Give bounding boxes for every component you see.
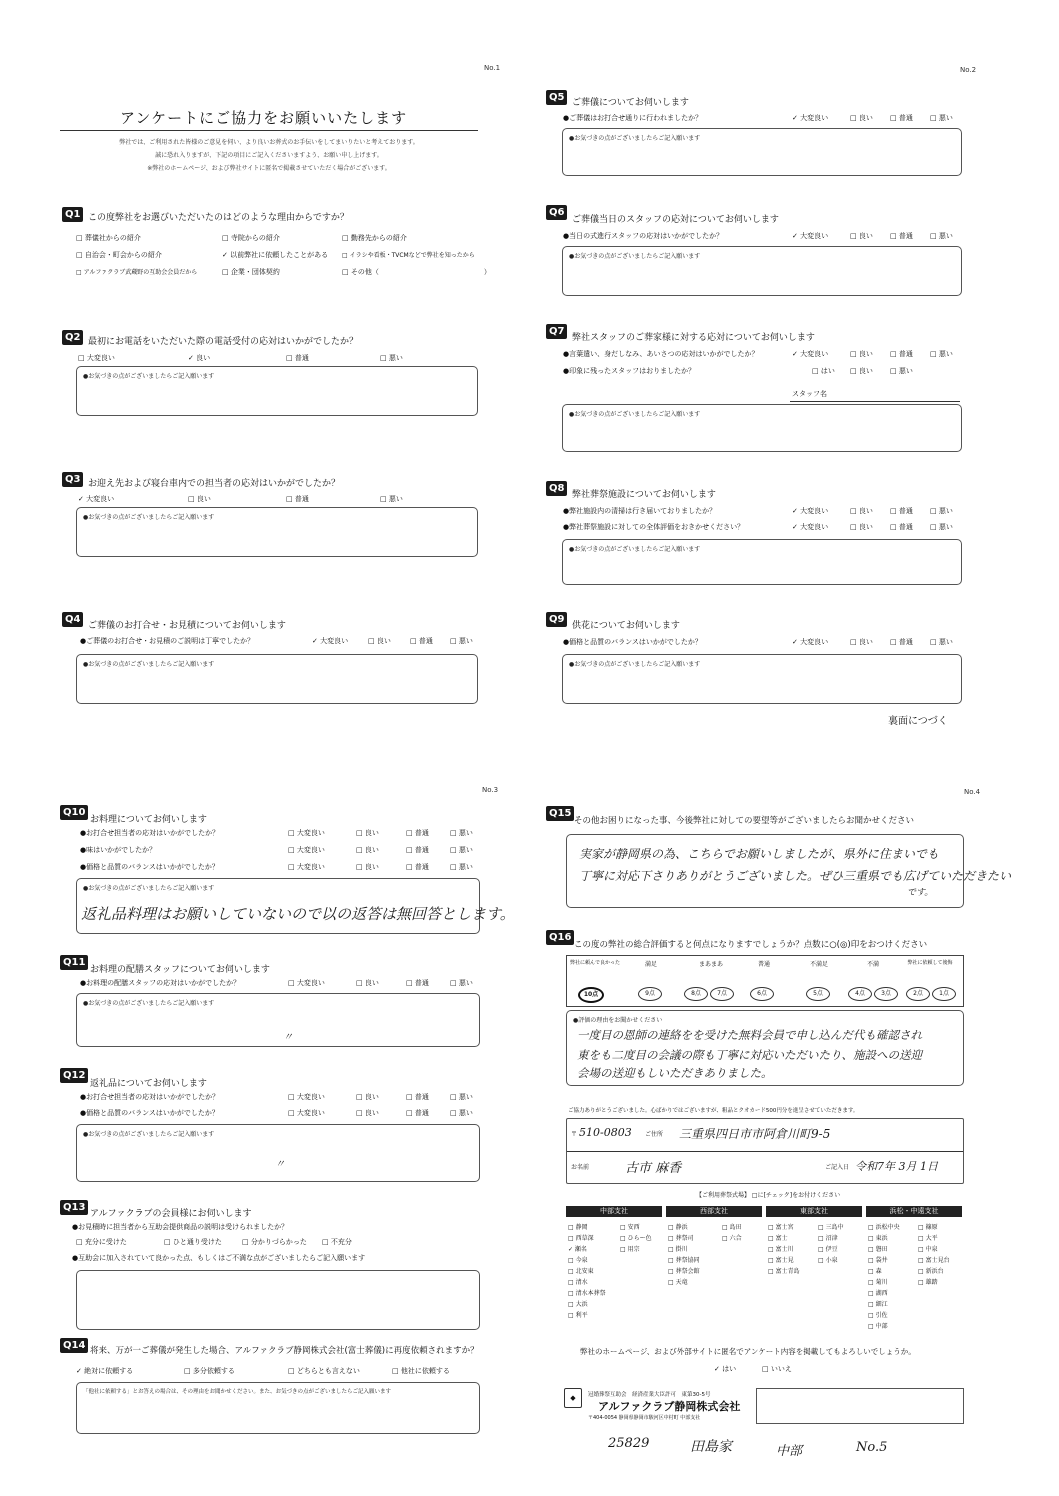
q10-option[interactable]: □ 良い xyxy=(356,863,379,871)
q8-comment-box[interactable]: ●お気づきの点がございましたらご記入願います xyxy=(562,539,962,585)
q12-option[interactable]: □ 良い xyxy=(356,1093,379,1101)
publish-yes[interactable]: ✓ はい xyxy=(714,1365,737,1373)
q15-question: その他お困りになった事、今後弊社に対しての要望等がございましたらお聞かせください xyxy=(574,816,915,826)
page-number-3: No.3 xyxy=(482,786,499,794)
q12-question: 返礼品についてお伺いします xyxy=(90,1079,207,1089)
q9-question: 供花についてお伺いします xyxy=(572,621,680,631)
continue-note: 裏面につづく xyxy=(888,716,948,727)
q2-option[interactable]: □ 普通 xyxy=(286,354,309,362)
q1-option[interactable]: □ アルファクラブ武蔵野の互助会会員だから xyxy=(76,269,198,276)
q7-option[interactable]: □ 悪い xyxy=(930,350,953,358)
q14-option-selected[interactable]: ✓ 絶対に依頼する xyxy=(76,1367,134,1375)
q10-option[interactable]: □ 大変良い xyxy=(288,846,325,854)
branch-item[interactable]: □ 雄踏 xyxy=(918,1279,938,1286)
q6-badge: Q6 xyxy=(546,205,567,220)
branch-item[interactable]: □ 小泉 xyxy=(818,1257,838,1264)
q16-score[interactable]: 3点 xyxy=(874,987,898,1001)
branch-header: 東部支社 xyxy=(766,1206,862,1217)
q12-option[interactable]: □ 普通 xyxy=(406,1093,429,1101)
branch-item[interactable]: □ 細江 xyxy=(868,1301,888,1308)
q8-question: 弊社葬祭施設についてお伺いします xyxy=(572,490,716,500)
privacy-note-box xyxy=(756,1388,964,1424)
branch-item[interactable]: □ 沼津 xyxy=(818,1235,838,1242)
branch-item[interactable]: □ 伊豆 xyxy=(818,1246,838,1253)
company-logo-icon: ◆ xyxy=(564,1388,582,1408)
q13-question: アルファクラブの会員様にお伺いします xyxy=(90,1209,252,1219)
q7-option[interactable]: □ 良い xyxy=(850,367,873,375)
q5-question: ご葬儀についてお伺いします xyxy=(572,98,689,108)
q8-option[interactable]: □ 普通 xyxy=(890,507,913,515)
q6-question: ご葬儀当日のスタッフの応対についてお伺いします xyxy=(572,215,779,225)
q9-option[interactable]: □ 良い xyxy=(850,638,873,646)
q14-option[interactable]: □ 他社に依頼する xyxy=(392,1367,450,1375)
q10-option[interactable]: □ 大変良い xyxy=(288,829,325,837)
branch-item[interactable]: □ 東浜 xyxy=(868,1235,888,1242)
q9-option-selected[interactable]: ✓ 大変良い xyxy=(792,638,829,646)
q10-option[interactable]: □ 良い xyxy=(356,846,379,854)
q13-option[interactable]: □ ひと通り受けた xyxy=(164,1238,222,1246)
q2-option[interactable]: □ 悪い xyxy=(380,354,403,362)
q3-option-selected[interactable]: ✓ 大変良い xyxy=(78,495,115,503)
q11-mark: 〃 xyxy=(283,1032,293,1043)
publish-question: 弊社のホームページ、および外部サイトに匿名でアンケート内容を掲載してもよろしいでしょうか。 xyxy=(580,1347,916,1356)
footer-family: 田島家 xyxy=(690,1439,732,1455)
q5-option[interactable]: □ 悪い xyxy=(930,114,953,122)
q11-badge: Q11 xyxy=(60,955,88,970)
branch-item[interactable]: □ 葬祭協同 xyxy=(668,1257,700,1264)
branch-item[interactable]: □ 天竜 xyxy=(668,1279,688,1286)
q7-option[interactable]: □ 悪い xyxy=(890,367,913,375)
branch-item-selected[interactable]: ✓ 瀬名 xyxy=(568,1246,587,1253)
branch-header: 中部支社 xyxy=(566,1206,662,1217)
q3-option[interactable]: □ 普通 xyxy=(286,495,309,503)
q12-sub: ●お打合せ担当者の応対はいかがでしたか？ xyxy=(80,1093,220,1101)
q10-option[interactable]: □ 悪い xyxy=(450,829,473,837)
q12-badge: Q12 xyxy=(60,1068,88,1083)
q9-comment-box[interactable]: ●お気づきの点がございましたらご記入願います xyxy=(562,654,962,704)
branch-item[interactable]: □ 大浜 xyxy=(568,1301,588,1308)
q10-sub: ●お打合せ担当者の応対はいかがでしたか？ xyxy=(80,829,220,837)
page-title: アンケートにご協力をお願いいたします xyxy=(120,109,408,127)
branch-item[interactable]: □ 中部 xyxy=(868,1323,888,1330)
q16-score[interactable]: 5点 xyxy=(806,987,830,1001)
q5-badge: Q5 xyxy=(546,90,567,105)
branch-item[interactable]: □ 湖西 xyxy=(868,1290,888,1297)
branch-item[interactable]: □ 富士川 xyxy=(768,1246,794,1253)
q12-mark: 〃 xyxy=(275,1159,285,1170)
q5-option[interactable]: □ 普通 xyxy=(890,114,913,122)
q16-badge: Q16 xyxy=(546,930,574,945)
q7-badge: Q7 xyxy=(546,324,567,339)
q8-option[interactable]: □ 悪い xyxy=(930,523,953,531)
q11-sub: ●お料理の配膳スタッフの応対はいかがでしたか？ xyxy=(80,979,241,987)
q10-option[interactable]: □ 悪い xyxy=(450,846,473,854)
q10-badge: Q10 xyxy=(60,805,88,820)
q1-option[interactable]: □ その他（ ） xyxy=(342,268,491,276)
zip-value[interactable]: 510-0803 xyxy=(579,1126,632,1139)
q12-option[interactable]: □ 普通 xyxy=(406,1109,429,1117)
q7-sub2: ●印象に残ったスタッフはおりましたか？ xyxy=(563,367,696,375)
branch-item[interactable]: □ 篠原 xyxy=(918,1224,938,1231)
branch-item[interactable]: □ 静浜 xyxy=(668,1224,688,1231)
branch-item[interactable]: □ 北安東 xyxy=(568,1268,594,1275)
q8-option[interactable]: □ 悪い xyxy=(930,507,953,515)
branch-item[interactable]: □ ひらー色 xyxy=(620,1235,652,1242)
q12-option[interactable]: □ 大変良い xyxy=(288,1093,325,1101)
q9-option[interactable]: □ 悪い xyxy=(930,638,953,646)
q14-option[interactable]: □ どちらとも言えない xyxy=(288,1367,360,1375)
q12-option[interactable]: □ 悪い xyxy=(450,1109,473,1117)
q16-reason-box[interactable]: ●評価の理由をお聞かせください 一度目の恩師の連絡をを受けた無料会員で申し込んだ代も確認され 東をも二度目の会議の際も丁寧に対応いただいたり、施設への送迎 会場の送迎もしいただきありました。 xyxy=(566,1010,964,1086)
q14-badge: Q14 xyxy=(60,1338,88,1353)
intro-text: 弊社では、ご利用された皆様のご意見を伺い、より良いお葬式のお手伝いをしてまいりたいと考えております。 誠に恐れ入りますが、下記の項目にご記入くださいますよう、お願い申し上げます。 ※弊社のホームページ、および弊社サイトに匿名で掲載させていただく場合がございます。 xyxy=(119,139,419,172)
q13-option[interactable]: □ 不充分 xyxy=(322,1238,352,1246)
q8-option[interactable]: □ 良い xyxy=(850,523,873,531)
q1-option-selected[interactable]: ✓ 以前弊社に依頼したことがある xyxy=(222,251,329,259)
q7-staff-label: スタッフ名 xyxy=(792,390,827,398)
q9-option[interactable]: □ 普通 xyxy=(890,638,913,646)
q12-option[interactable]: □ 悪い xyxy=(450,1093,473,1101)
q1-option[interactable]: □ 企業・団体契約 xyxy=(222,268,280,276)
q1-badge: Q1 xyxy=(62,207,83,222)
company-address: 〒404-0054 静岡県静岡市駿河区中村町 中部支社 xyxy=(588,1415,701,1421)
q10-option[interactable]: □ 普通 xyxy=(406,829,429,837)
branches-note: 【ご利用葬祭式場】 □に[チェック]をお付けください xyxy=(696,1192,841,1199)
q7-option-selected[interactable]: ✓ 大変良い xyxy=(792,350,829,358)
q8-badge: Q8 xyxy=(546,481,567,496)
q11-option[interactable]: □ 大変良い xyxy=(288,979,325,987)
branch-item[interactable]: □ 用宗 xyxy=(620,1246,640,1253)
address-form: 〒 510-0803 ご住所 三重県四日市市阿倉川町9-5 お名前 古市 麻香 ご記入日 令和7年 3月 1日 xyxy=(566,1118,964,1184)
name-value[interactable]: 古市 麻香 xyxy=(625,1161,682,1176)
q16-question: この度の弊社の総合評価すると何点になりますでしょうか？点数に○(◎)印をおつけください xyxy=(574,940,928,950)
q2-option[interactable]: □ 大変良い xyxy=(78,354,115,362)
q1-option[interactable]: □ 寺院からの紹介 xyxy=(222,234,280,242)
branch-item[interactable]: □ 新浜台 xyxy=(918,1268,944,1275)
q10-question: お料理についてお伺いします xyxy=(90,815,207,825)
q12-comment-box[interactable]: ●お気づきの点がございましたらご記入願います 〃 xyxy=(76,1124,480,1182)
branch-item[interactable]: □ 安西 xyxy=(620,1224,640,1231)
q6-sub: ●当日の式進行スタッフの応対はいかがでしたか？ xyxy=(563,232,724,240)
q1-question: この度弊社をお選びいただいたのはどのような理由からですか？ xyxy=(88,213,349,223)
q14-comment-box[interactable]: 「他社に依頼する」とお答えの場合は、その理由をお聞かせください。また、お気づきの点がございましたらご記入願います xyxy=(76,1382,480,1434)
q6-option[interactable]: □ 良い xyxy=(850,232,873,240)
q7-sub1: ●言葉遣い、身だしなみ、あいさつの応対はいかがでしたか？ xyxy=(563,350,759,358)
q16-score[interactable]: 1点 xyxy=(932,987,956,1001)
q10-option[interactable]: □ 悪い xyxy=(450,863,473,871)
q2-badge: Q2 xyxy=(62,330,83,345)
q5-option[interactable]: □ 良い xyxy=(850,114,873,122)
branch-header: 西部支社 xyxy=(666,1206,762,1217)
gift-note: ご協力ありがとうございました。心ばかりではございますが、粗品とクオカード500円分を進呈させていただきます。 xyxy=(568,1108,859,1114)
q4-option[interactable]: □ 悪い xyxy=(450,637,473,645)
branch-item[interactable]: □ 三島中 xyxy=(818,1224,844,1231)
q4-option[interactable]: □ 普通 xyxy=(410,637,433,645)
q1-option[interactable]: □ イラシや看板・TVCMなどで弊社を知ったから xyxy=(342,252,475,259)
q2-question: 最初にお電話をいただいた際の電話受付の応対はいかがでしたか？ xyxy=(88,337,359,347)
q11-option[interactable]: □ 悪い xyxy=(450,979,473,987)
q5-option-selected[interactable]: ✓ 大変良い xyxy=(792,114,829,122)
q8-option-selected[interactable]: ✓ 大変良い xyxy=(792,523,829,531)
q10-option[interactable]: □ 普通 xyxy=(406,863,429,871)
branch-item[interactable]: □ 浜松中央 xyxy=(868,1224,900,1231)
page-number-4: No.4 xyxy=(964,788,981,796)
q11-option[interactable]: □ 良い xyxy=(356,979,379,987)
q7-option[interactable]: □ はい xyxy=(812,367,835,375)
branch-item[interactable]: □ 富士見台 xyxy=(918,1257,950,1264)
q3-option[interactable]: □ 悪い xyxy=(380,495,403,503)
q2-option-selected[interactable]: ✓ 良い xyxy=(188,354,211,362)
q4-badge: Q4 xyxy=(62,612,83,627)
q3-badge: Q3 xyxy=(62,472,83,487)
branch-item[interactable]: □ 中泉 xyxy=(918,1246,938,1253)
branch-item[interactable]: □ 富士 xyxy=(768,1235,788,1242)
q11-comment-box[interactable]: ●お気づきの点がございましたらご記入願います 〃 xyxy=(76,993,480,1047)
q2-comment-box[interactable]: ●お気づきの点がございましたらご記入願います xyxy=(76,366,478,416)
q1-option[interactable]: □ 自治会・町会からの紹介 xyxy=(76,251,162,259)
branch-item[interactable]: □ 富士見 xyxy=(768,1257,794,1264)
q8-option[interactable]: □ 良い xyxy=(850,507,873,515)
q12-option[interactable]: □ 大変良い xyxy=(288,1109,325,1117)
q7-comment-box[interactable]: ●お気づきの点がございましたらご記入願います xyxy=(562,404,962,452)
q16-score[interactable]: 8点 xyxy=(684,987,708,1001)
q6-option[interactable]: □ 普通 xyxy=(890,232,913,240)
q13-sub2: ●互助会に加入されていて良かった点、もしくはご不満な点がございましたらご記入願います xyxy=(72,1254,366,1262)
q6-option-selected[interactable]: ✓ 大変良い xyxy=(792,232,829,240)
q10-sub: ●価格と品質のバランスはいかがでしたか？ xyxy=(80,863,219,871)
q12-option[interactable]: □ 良い xyxy=(356,1109,379,1117)
q15-comment-box[interactable]: 実家が静岡県の為、こちらでお願いしましたが、県外に住まいでも 丁寧に対応下さりありがとうございました。ぜひ三重県でも広げていただきたい です。 xyxy=(566,834,964,908)
q9-sub: ●価格と品質のバランスはいかがでしたか？ xyxy=(563,638,702,646)
date-value[interactable]: 令和7年 3月 1日 xyxy=(855,1160,938,1173)
branch-item[interactable]: □ 掛川 xyxy=(668,1246,688,1253)
footer-code: 25829 xyxy=(608,1436,650,1451)
q13-comment-box[interactable] xyxy=(76,1270,480,1330)
branch-item[interactable]: □ 静岡 xyxy=(568,1224,588,1231)
branch-item[interactable]: □ 引佐 xyxy=(868,1312,888,1319)
q10-option[interactable]: □ 大変良い xyxy=(288,863,325,871)
branch-item[interactable]: □ 大平 xyxy=(918,1235,938,1242)
branch-item[interactable]: □ 富士宮 xyxy=(768,1224,794,1231)
q1-option[interactable]: □ 葬儀社からの紹介 xyxy=(76,234,141,242)
q3-question: お迎え先および寝台車内での担当者の応対はいかがでしたか？ xyxy=(88,479,341,489)
q14-question: 将来、万が一ご葬儀が発生した場合、アルファクラブ静岡株式会社(富士葬儀)に再度依頼されますか？ xyxy=(90,1346,479,1356)
branch-item[interactable]: □ 菊川 xyxy=(868,1279,888,1286)
q16-score-selected[interactable]: 10点 xyxy=(578,987,604,1003)
q16-score[interactable]: 6点 xyxy=(750,987,774,1001)
q4-sub: ●ご葬儀のお打合せ・お見積のご説明は丁寧でしたか？ xyxy=(80,637,255,645)
q10-handwriting: 返礼品料理はお願いしていないので以の返答は無回答とします。 xyxy=(81,905,515,923)
page-number-2: No.2 xyxy=(960,66,977,74)
q6-option[interactable]: □ 悪い xyxy=(930,232,953,240)
footer-number: No.5 xyxy=(856,1440,888,1455)
footer-area: 中部 xyxy=(776,1444,803,1459)
q3-option[interactable]: □ 良い xyxy=(188,495,211,503)
q8-sub2: ●弊社葬祭施設に対しての全体評価をおきかせください？ xyxy=(563,523,745,531)
branch-item[interactable]: □ 清水 xyxy=(568,1279,588,1286)
q16-score-table: 弊社に頼んで良かった 満足 まあまあ 普通 不満足 不満 弊社に依頼して後悔 xyxy=(566,955,964,1007)
page-number-1: No.1 xyxy=(484,64,501,72)
address-value[interactable]: 三重県四日市市阿倉川町9-5 xyxy=(679,1127,831,1141)
branch-item[interactable]: □ 六合 xyxy=(722,1235,742,1242)
q14-option[interactable]: □ 多分依頼する xyxy=(184,1367,235,1375)
q7-option[interactable]: □ 普通 xyxy=(890,350,913,358)
q16-score[interactable]: 4点 xyxy=(848,987,872,1001)
q16-score[interactable]: 7点 xyxy=(710,987,734,1001)
q5-sub: ●ご葬儀はお打合せ通りに行われましたか？ xyxy=(563,114,703,122)
branch-item[interactable]: □ 富士青島 xyxy=(768,1268,800,1275)
q6-comment-box[interactable]: ●お気づきの点がございましたらご記入願います xyxy=(562,246,962,296)
q11-question: お料理の配膳スタッフについてお伺いします xyxy=(90,965,270,975)
q13-badge: Q13 xyxy=(60,1200,88,1215)
q4-option-selected[interactable]: ✓ 大変良い xyxy=(312,637,349,645)
q11-option[interactable]: □ 普通 xyxy=(406,979,429,987)
branch-item[interactable]: □ 西草深 xyxy=(568,1235,594,1242)
branch-item[interactable]: □ 葬祭会館 xyxy=(668,1268,700,1275)
q13-option[interactable]: □ 分かりづらかった xyxy=(242,1238,307,1246)
q4-comment-box[interactable]: ●お気づきの点がございましたらご記入願います xyxy=(76,654,478,704)
branch-item[interactable]: □ 磐田 xyxy=(868,1246,888,1253)
branch-item[interactable]: □ 森 xyxy=(868,1268,882,1275)
q3-comment-box[interactable]: ●お気づきの点がございましたらご記入願います xyxy=(76,507,478,557)
q13-sub1: ●お見積時に担当者から互助会提供商品の説明は受けられましたか？ xyxy=(72,1223,289,1231)
q5-comment-box[interactable]: ●お気づきの点がございましたらご記入願います xyxy=(562,128,962,176)
q13-option[interactable]: □ 充分に受けた xyxy=(76,1238,127,1246)
branch-item[interactable]: □ 袋井 xyxy=(868,1257,888,1264)
q4-question: ご葬儀のお打合せ・お見積についてお伺いします xyxy=(88,621,286,631)
q9-badge: Q9 xyxy=(546,612,567,627)
q15-badge: Q15 xyxy=(546,806,574,821)
q12-sub: ●価格と品質のバランスはいかがでしたか？ xyxy=(80,1109,219,1117)
q1-option[interactable]: □ 勤務先からの紹介 xyxy=(342,234,407,242)
company-license: 冠婚葬祭互助会 経済産業大臣許可 東第30-5号 xyxy=(588,1392,711,1398)
q8-option-selected[interactable]: ✓ 大変良い xyxy=(792,507,829,515)
q16-score[interactable]: 9点 xyxy=(638,987,662,1001)
branch-item[interactable]: □ 今泉 xyxy=(568,1257,588,1264)
branch-item[interactable]: □ 葬祭司 xyxy=(668,1235,694,1242)
q4-option[interactable]: □ 良い xyxy=(368,637,391,645)
q16-score[interactable]: 2点 xyxy=(906,987,930,1001)
publish-no[interactable]: □ いいえ xyxy=(762,1365,792,1373)
q10-comment-box[interactable]: ●お気づきの点がございましたらご記入願います 返礼品料理はお願いしていないので以の返答は無回答とします。 xyxy=(76,878,480,934)
q8-sub1: ●弊社施設内の清掃は行き届いておりましたか？ xyxy=(563,507,717,515)
branch-item[interactable]: □ 清水本葬祭 xyxy=(568,1290,606,1297)
q8-option[interactable]: □ 普通 xyxy=(890,523,913,531)
q7-option[interactable]: □ 良い xyxy=(850,350,873,358)
q7-question: 弊社スタッフのご葬家様に対する応対についてお伺いします xyxy=(572,333,815,343)
branch-item[interactable]: □ 島田 xyxy=(722,1224,742,1231)
branch-header: 浜松・中遠支社 xyxy=(866,1206,962,1217)
branch-item[interactable]: □ 利平 xyxy=(568,1312,588,1319)
q10-sub: ●味はいかがでしたか？ xyxy=(80,846,157,854)
company-name: アルファクラブ静岡株式会社 xyxy=(598,1400,741,1413)
q10-option[interactable]: □ 普通 xyxy=(406,846,429,854)
q10-option[interactable]: □ 良い xyxy=(356,829,379,837)
